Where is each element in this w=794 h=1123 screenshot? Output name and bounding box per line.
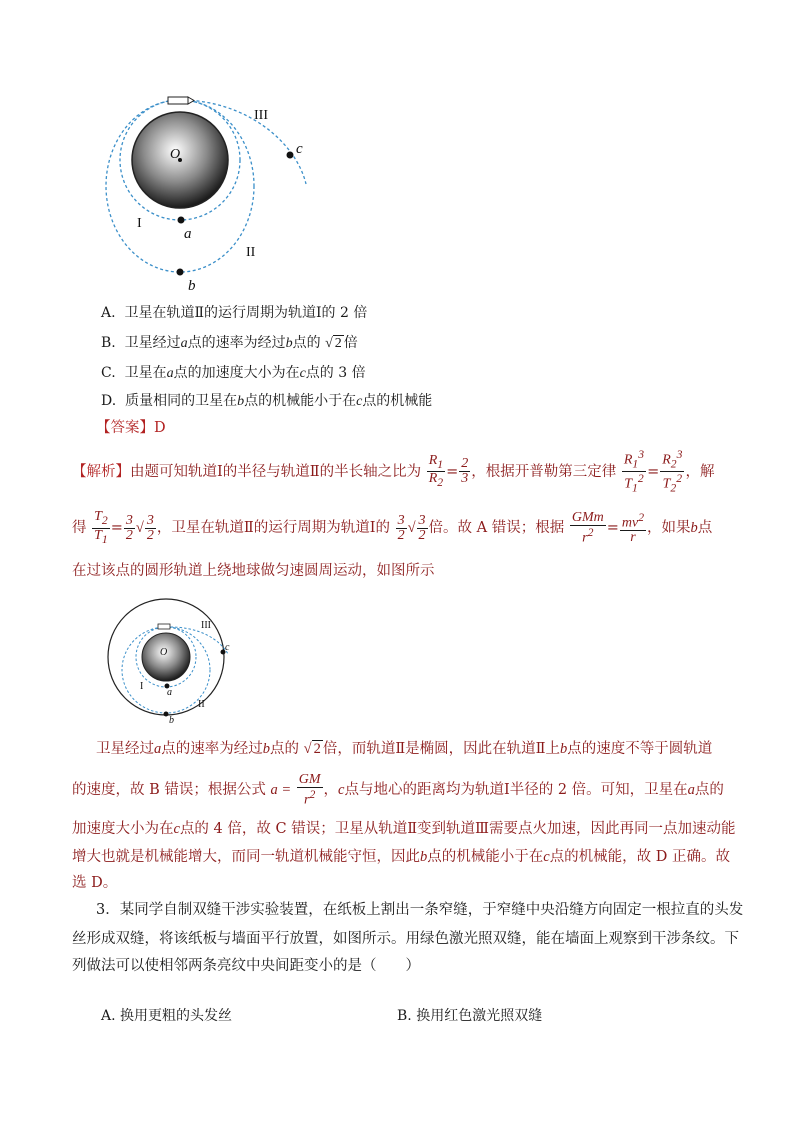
option-c-var-a: a xyxy=(166,366,174,381)
analysis-para-3: 的速度，故 B 错误；根据公式 a = $\frac{GM}{r^2}$ ，c点与地心的距离均为轨道Ⅰ半径的 2 倍。可知，卫星在a点的 xyxy=(72,771,724,808)
sqrt-2: √ 2 xyxy=(303,741,321,757)
option-c-text-3: 点的 3 倍 xyxy=(305,365,366,381)
point-b xyxy=(177,269,184,276)
option-d-text-3: 点的机械能 xyxy=(362,393,433,409)
sqrt-three-halves-a: √ $\frac{3}{2}$ xyxy=(135,513,154,544)
gmm: GMm xyxy=(571,509,604,525)
option-c xyxy=(101,363,366,384)
question-3-line-1 xyxy=(96,899,756,921)
para5-b: 点的机械能小于在 xyxy=(427,849,544,865)
analysis-label: 【解析】 xyxy=(72,463,130,480)
option-b-text-1: 卫星经过 xyxy=(124,335,181,351)
r2: R xyxy=(428,471,438,487)
option-a-letter: A. xyxy=(101,305,116,321)
label-b-2: b xyxy=(169,715,174,726)
analysis-para-6 xyxy=(72,872,732,894)
ratio-r1-r2 xyxy=(427,454,445,491)
label-iii: III xyxy=(254,108,268,123)
a-eq: a = xyxy=(270,782,292,798)
point-b-2 xyxy=(164,712,169,717)
option-b xyxy=(101,333,358,354)
analysis-line1-c: ，解 xyxy=(685,463,715,480)
option-c-letter: C. xyxy=(101,365,116,381)
label-ii-2: II xyxy=(198,699,205,710)
r1: R xyxy=(428,452,438,468)
label-a-2: a xyxy=(167,687,172,698)
satellite xyxy=(168,97,188,104)
option-a-text: 卫星在轨道Ⅱ的运行周期为轨道Ⅰ的 2 倍 xyxy=(124,305,368,321)
q3-opt-b: B. 换用红色激光照双缝 xyxy=(397,1008,543,1024)
gravity-frac: $\frac{\text{GMm}}{r^2}$ xyxy=(571,509,604,546)
analysis-line2-e: 点 xyxy=(697,520,713,536)
three-den: 3 xyxy=(461,471,469,487)
analysis-para-5: 增大也就是机械能增大，而同一轨道机械能守恒，因此b点的机械能小于在c点的机械能，故 D 正确。故 xyxy=(72,849,731,865)
two-num: 2 xyxy=(461,456,469,472)
para2-a: 卫星经过 xyxy=(96,741,154,757)
option-a xyxy=(101,303,367,323)
label-o: O xyxy=(170,147,181,162)
option-b-sqrt: √ 2 xyxy=(325,336,342,351)
label-iii-2: III xyxy=(201,620,211,631)
analysis-line2-d: ，如果 xyxy=(647,520,691,536)
question-3-line-2 xyxy=(72,928,739,950)
para2-b: 点的速率为经过 xyxy=(161,741,263,757)
kepler-left: $\frac{R_1^3}{T_1^2}$ xyxy=(623,448,645,495)
option-b-letter: B. xyxy=(101,335,116,351)
analysis-line1-a: 由题可知轨道Ⅰ的半径与轨道Ⅱ的半长轴之比为 xyxy=(130,463,422,480)
para4-a: 加速度大小为在 xyxy=(72,821,174,837)
r2-sub: 2 xyxy=(437,476,444,490)
option-b-text-2: 点的速率为经过 xyxy=(187,335,286,351)
answer-line xyxy=(96,418,166,438)
label-i-2: I xyxy=(140,681,144,692)
para5-c: 点的机械能，故 D 正确。故 xyxy=(549,849,731,865)
para2-d: 倍，而轨道Ⅱ是椭圆，因此在轨道Ⅱ上 xyxy=(322,741,561,757)
option-d-text-1: 质量相同的卫星在 xyxy=(125,393,238,409)
three-halves-b: $\frac{3}{2}$ xyxy=(397,512,405,543)
option-b-text-3: 点的 xyxy=(292,335,321,351)
para3-b: ， xyxy=(323,782,339,798)
three-halves-a: $\frac{3}{2}$ xyxy=(125,512,133,543)
para5-a: 增大也就是机械能增大，而同一轨道机械能守恒，因此 xyxy=(72,849,420,865)
orbit-figure-1 xyxy=(96,92,326,292)
point-c xyxy=(287,152,294,159)
analysis-line-1: 【解析】由题可知轨道Ⅰ的半径与轨道Ⅱ的半长轴之比为 $\frac{R_1}{R_2}$ = $\frac{2}{3}$ ，根据开普勒第三定律 $\frac{R_1^3}{T_1^2}$ = $\frac{R_2^3}{T_2^2}$ ，解 xyxy=(72,448,715,495)
point-a xyxy=(178,217,185,224)
option-d xyxy=(101,391,432,412)
label-i: I xyxy=(137,216,142,231)
option-b-sqrt-value: 2 xyxy=(334,336,342,351)
para2-e: 点的速度不等于圆轨道 xyxy=(567,741,713,757)
q3-line3: 列做法可以使相邻两条亮纹中央间距变小的是（ ） xyxy=(72,958,420,974)
analysis-line2-b: ，卫星在轨道Ⅱ的运行周期为轨道Ⅰ的 xyxy=(156,520,390,536)
analysis-line1-b: ，根据开普勒第三定律 xyxy=(471,463,617,480)
option-d-var-b: b xyxy=(237,394,245,409)
para4-b: 点的 4 倍，故 C 错误；卫星从轨道Ⅱ变到轨道Ⅲ需要点火加速，因此再同一点加速动能 xyxy=(179,821,736,837)
sqrt-three-halves-b: √ $\frac{3}{2}$ xyxy=(407,513,426,544)
q3-line1: 3．某同学自制双缝干涉实验装置，在纸板上割出一条窄缝，于窄缝中央沿缝方向固定一根拉直的头发 xyxy=(96,902,744,918)
option-c-text-2: 点的加速度大小为在 xyxy=(173,365,300,381)
label-c: c xyxy=(296,141,303,157)
period-ratio: $\frac{T_2}{T_1}$ xyxy=(94,508,108,546)
option-b-text-4: 倍 xyxy=(343,335,358,351)
option-c-text-1: 卫星在 xyxy=(124,365,167,381)
label-b: b xyxy=(188,278,196,292)
option-d-letter: D. xyxy=(101,393,117,409)
answer-label: 【答案】 xyxy=(96,420,154,436)
r1-sub: 1 xyxy=(437,457,444,471)
analysis-line3: 在过该点的圆形轨道上绕地球做匀速圆周运动，如图所示 xyxy=(72,563,435,579)
analysis-line2-a: 得 xyxy=(72,520,87,536)
satellite-2 xyxy=(158,624,170,629)
analysis-line-2: 得 $\frac{T_2}{T_1}$ = $\frac{3}{2}$ √ $\frac{3}{2}$ ，卫星在轨道Ⅱ的运行周期为轨道Ⅰ的 $\frac{3}{2}$ √ $\frac{3}{2}$ 倍。故 A 错误；根据 $\frac{\text{GMm}}{r^2}$ = $\frac{mv^2}{r}$ ，如果b点 xyxy=(72,506,732,550)
kepler-right: $\frac{R_2^3}{T_2^2}$ xyxy=(662,448,683,495)
option-b-var-b: b xyxy=(285,336,293,351)
label-o-2: O xyxy=(160,647,168,658)
analysis-line-3 xyxy=(72,560,732,582)
q3-line2: 丝形成双缝，将该纸板与墙面平行放置，如图所示。用绿色激光照双缝，能在墙面上观察到干涉条纹。下 xyxy=(72,931,739,947)
para2-c: 点的 xyxy=(270,741,299,757)
ratio-two-thirds xyxy=(459,457,470,486)
option-d-var-c: c xyxy=(356,394,363,409)
orbit-figure-2 xyxy=(100,592,250,726)
para3-a: 的速度，故 B 错误；根据公式 xyxy=(72,782,266,798)
para6: 选 D。 xyxy=(72,875,118,891)
analysis-para-4: 加速度大小为在c点的 4 倍，故 C 错误；卫星从轨道Ⅱ变到轨道Ⅲ需要点火加速，因此再同一点加速动能 xyxy=(72,821,736,837)
analysis-para-2: 卫星经过a点的速率为经过b点的 √ 2 倍，而轨道Ⅱ是椭圆，因此在轨道Ⅱ上b点的速度不等于圆轨道 xyxy=(96,738,756,760)
gm: GM xyxy=(298,771,321,787)
gm-frac: $\frac{GM}{r^2}$ xyxy=(298,771,321,808)
para3-d: 点的 xyxy=(694,782,724,798)
q3-opt-a: A. 换用更粗的头发丝 xyxy=(101,1008,233,1024)
option-c-var-c: c xyxy=(299,366,306,381)
option-b-var-a: a xyxy=(180,336,188,351)
para3-c: 点与地心的距离均为轨道Ⅰ半径的 2 倍。可知，卫星在 xyxy=(344,782,688,798)
analysis-line2-c: 倍。故 A 错误；根据 xyxy=(428,520,565,536)
label-ii: II xyxy=(246,245,256,260)
label-a: a xyxy=(184,226,192,242)
question-3-option-a xyxy=(101,1006,232,1026)
answer-value: D xyxy=(154,420,166,436)
centripetal-frac: $\frac{mv^2}{r}$ xyxy=(621,510,645,546)
label-c-2: c xyxy=(225,642,230,653)
question-3-line-3 xyxy=(72,955,732,977)
option-d-text-2: 点的机械能小于在 xyxy=(244,393,357,409)
question-3-option-b xyxy=(397,1006,542,1026)
r-den: r xyxy=(630,530,636,546)
